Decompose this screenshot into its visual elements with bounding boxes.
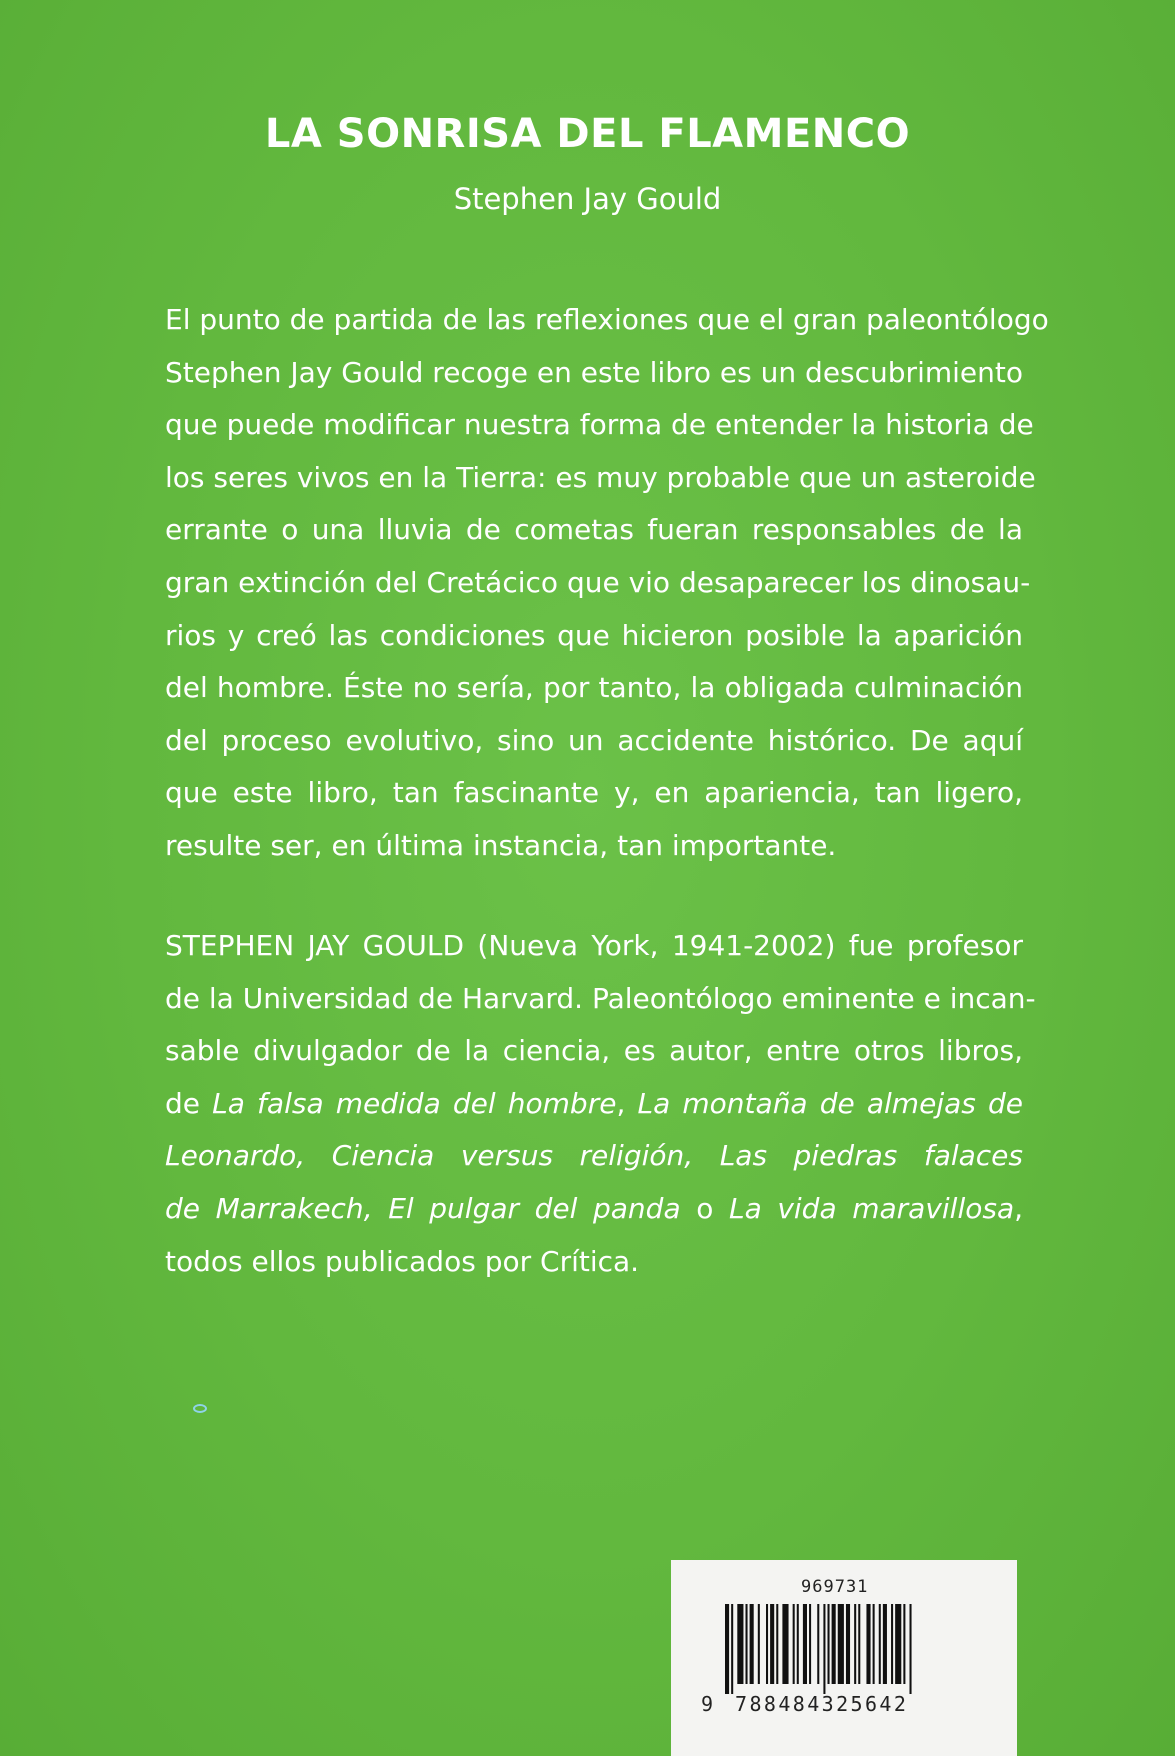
book-title-reference: La montaña de almejas de (637, 1086, 1023, 1120)
book-title-reference: Ciencia versus religión (331, 1139, 685, 1173)
book-title: LA SONRISA DEL FLAMENCO (264, 111, 911, 157)
synopsis-line: El punto de partida de las reflexiones que el gran paleontólogo (165, 303, 1049, 336)
barcode-bar (746, 1604, 748, 1684)
barcode-bar (838, 1604, 844, 1684)
barcode-bar (737, 1604, 743, 1684)
synopsis-line: que puede modificar nuestra forma de entender la historia de (165, 408, 1034, 442)
bio-line: STEPHEN JAY GOULD (Nueva York, 1941-2002) fue profesor (165, 929, 1023, 962)
barcode-bars (725, 1604, 965, 1694)
synopsis-line: resulte ser, en última instancia, tan importante. (165, 828, 837, 862)
barcode-bar (910, 1604, 912, 1694)
synopsis-line: Stephen Jay Gould recoge en este libro es un descubrimiento (165, 355, 1023, 389)
barcode-bar (891, 1604, 893, 1684)
bio-line (165, 1078, 1023, 1131)
synopsis-line: gran extinción del Cretácico que vio desaparecer los dinosau- (165, 565, 1031, 599)
barcode-bar (832, 1604, 836, 1684)
barcode-bar (776, 1604, 778, 1684)
synopsis-line: errante o una lluvia de cometas fueran responsables de la (165, 513, 1023, 547)
synopsis-line: que este libro, tan fascinante y, en apariencia, tan ligero, (165, 776, 1023, 810)
barcode-bar (817, 1604, 819, 1684)
bio-text: , (684, 1139, 720, 1173)
bio-text: , (1014, 1191, 1024, 1225)
barcode-bar (809, 1604, 811, 1684)
barcode-bar (873, 1604, 875, 1684)
book-title-reference: El pulgar del panda (388, 1191, 681, 1225)
barcode-bar (854, 1604, 856, 1684)
barcode-bar (797, 1604, 799, 1684)
bio-text: , (616, 1086, 638, 1120)
book-title-reference: Las piedras falaces (719, 1139, 1023, 1173)
book-title-reference: La vida maravillosa (728, 1191, 1015, 1225)
barcode-bar (793, 1604, 795, 1684)
synopsis-line: los seres vivos en la Tierra: es muy probable que un asteroide (165, 460, 1036, 494)
barcode-bar (725, 1604, 729, 1694)
author-bio-paragraph (165, 920, 1036, 1288)
barcode-bar (782, 1604, 788, 1684)
barcode-top-number: 969731 (801, 1577, 869, 1597)
barcode-first-digit: 9 (701, 1692, 714, 1716)
barcode-bar (770, 1604, 774, 1684)
synopsis-line: del hombre. Éste no sería, por tanto, la obligada culminación (165, 671, 1023, 705)
bio-line (165, 1183, 1023, 1236)
barcode-bar (758, 1604, 760, 1684)
barcode-bar (731, 1604, 733, 1694)
barcode-bar (846, 1604, 850, 1684)
barcode-bar (895, 1604, 901, 1684)
isbn-barcode (671, 1560, 1017, 1756)
bio-text: de (165, 1086, 213, 1120)
barcode-bar (803, 1604, 807, 1684)
bio-line (165, 1130, 1023, 1183)
synopsis-line: rios y creó las condiciones que hicieron posible la aparición (165, 618, 1023, 652)
barcode-bar (828, 1604, 830, 1684)
barcode-bar (750, 1604, 754, 1684)
barcode-bar (883, 1604, 887, 1684)
barcode-digits: 788484325642 (735, 1692, 909, 1716)
bio-text: o (680, 1191, 729, 1225)
print-mark (193, 1404, 207, 1413)
book-title-reference: de Marrakech (165, 1191, 364, 1225)
book-title-reference: Leonardo (165, 1139, 297, 1173)
barcode-bar (879, 1604, 881, 1684)
synopsis-line: del proceso evolutivo, sino un accidente histórico. De aquí (165, 723, 1023, 757)
barcode-bar (766, 1604, 768, 1684)
book-title-reference: La falsa medida del hombre (212, 1086, 617, 1120)
synopsis-paragraph (165, 294, 1049, 873)
bio-text: , (363, 1191, 389, 1225)
bio-line: sable divulgador de la ciencia, es autor, entre otros libros, (165, 1034, 1023, 1068)
bio-line: todos ellos publicados por Crítica. (165, 1244, 640, 1278)
bio-text: , (296, 1139, 332, 1173)
book-author: Stephen Jay Gould (453, 182, 722, 216)
barcode-bar (858, 1604, 860, 1684)
barcode-bar (903, 1604, 905, 1684)
bio-line: de la Universidad de Harvard. Paleontólogo eminente e incan- (165, 981, 1036, 1015)
barcode-bar (823, 1604, 825, 1694)
barcode-bar (866, 1604, 870, 1684)
